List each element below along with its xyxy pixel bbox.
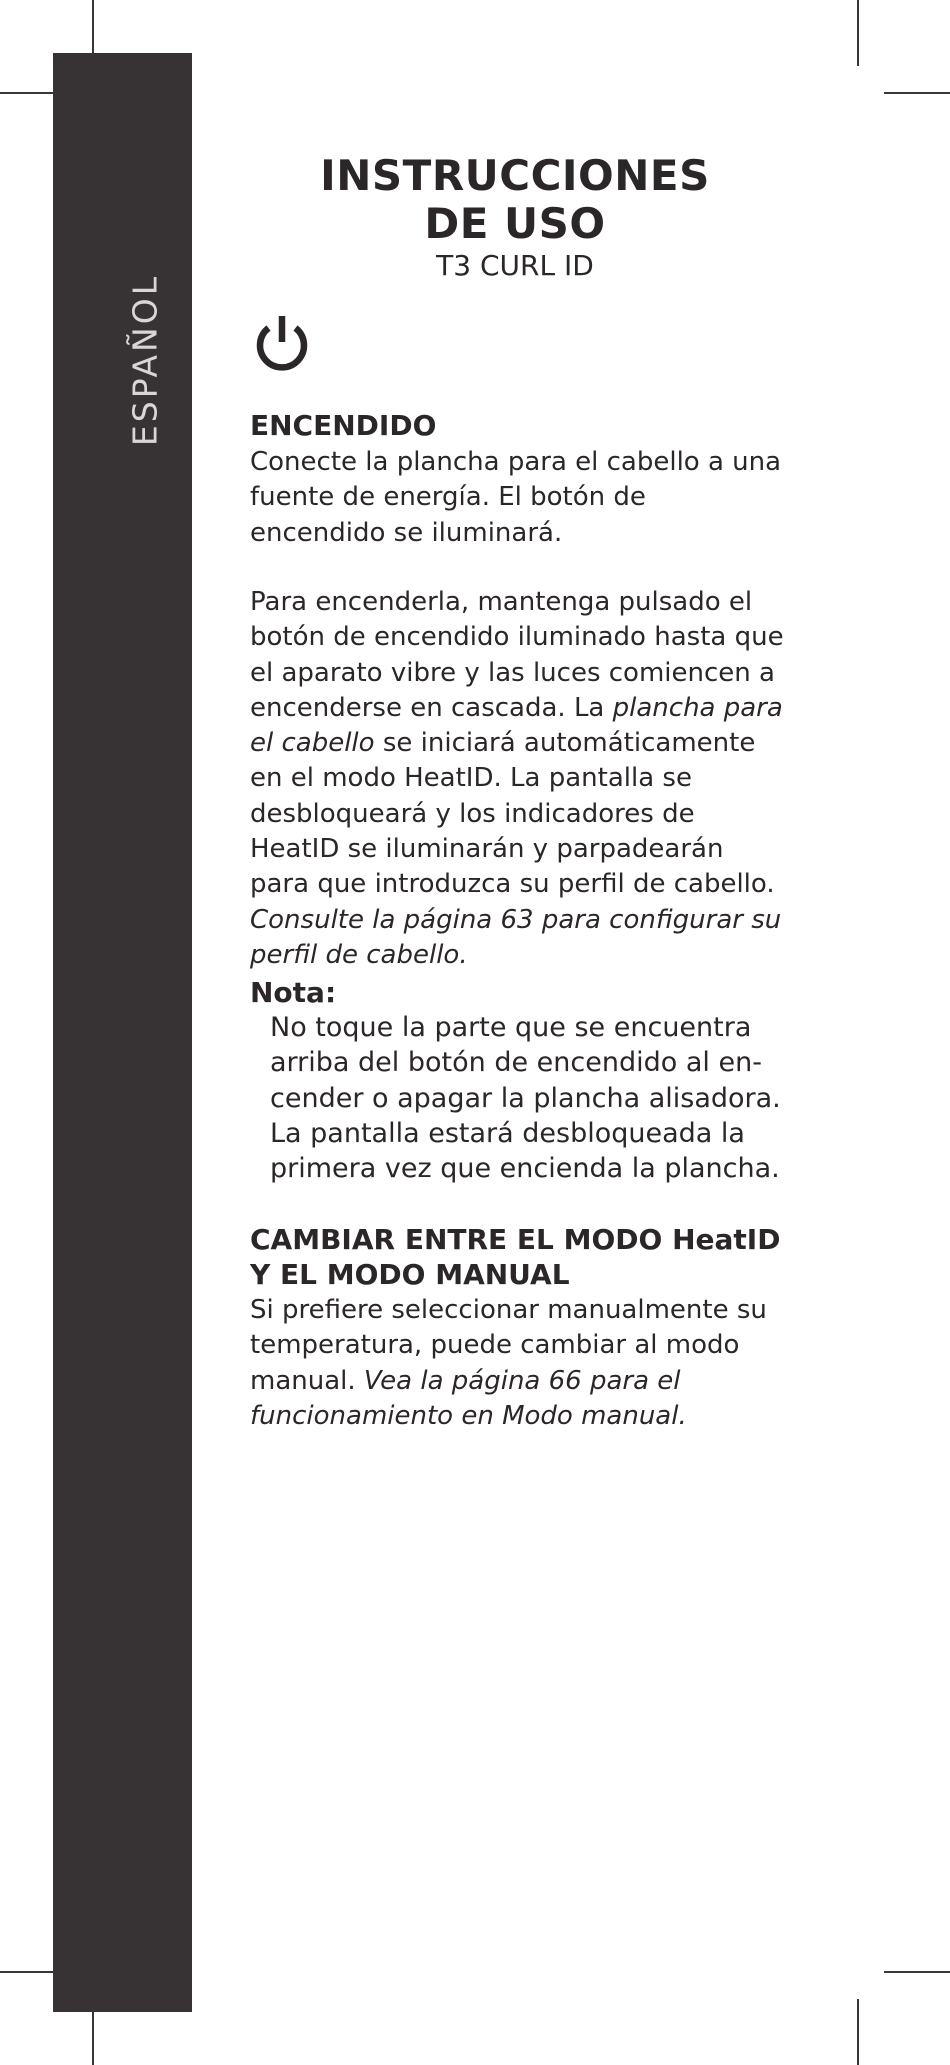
note-text: No toque la parte que se encuentra arriba del botón de encendido al en-cender o apagar la plancha alisadora. La pantalla estará desbloqueada la primera vez que encienda la plancha. (270, 1012, 781, 1185)
page-title (250, 152, 780, 284)
language-label: ESPAÑOL (125, 273, 165, 447)
crop-mark (857, 1999, 859, 2065)
crop-mark (884, 92, 950, 94)
crop-mark (857, 0, 859, 66)
title-line-2: DE USO (424, 199, 606, 248)
crop-mark (884, 1971, 950, 1973)
section-heading-encendido: ENCENDIDO (250, 409, 437, 442)
language-sidebar (53, 53, 192, 2012)
paragraph-mode: Si prefiere seleccionar manualmente su temperatura, puede cambiar al modo manual. Vea la página 66 para el funcionamiento en Modo manual. (250, 1295, 767, 1431)
paragraph-connect: Conecte la plancha para el cabello a una fuente de energía. El botón de encendido se iluminará. (250, 447, 782, 548)
note-heading: Nota: (250, 976, 337, 1009)
section-heading-mode: CAMBIAR ENTRE EL MODO HeatID Y EL MODO MANUAL (250, 1223, 781, 1291)
title-line-1: INSTRUCCIONES (320, 151, 710, 200)
paragraph-turn-on: Para encenderla, mantenga pulsado el botón de encendido iluminado hasta que el aparato vibre y las luces comiencen a encenderse en cascada. La plancha para el cabello se iniciará automáticamente en el modo HeatID. La pantalla se desbloqueará y los indicadores de HeatID se iluminarán y parpadearán para que introduzca su perfil de cabello. Consulte la página 63 para configurar su perfil de cabello. (250, 587, 784, 970)
page-subtitle: T3 CURL ID (436, 249, 594, 282)
power-icon (250, 312, 314, 376)
